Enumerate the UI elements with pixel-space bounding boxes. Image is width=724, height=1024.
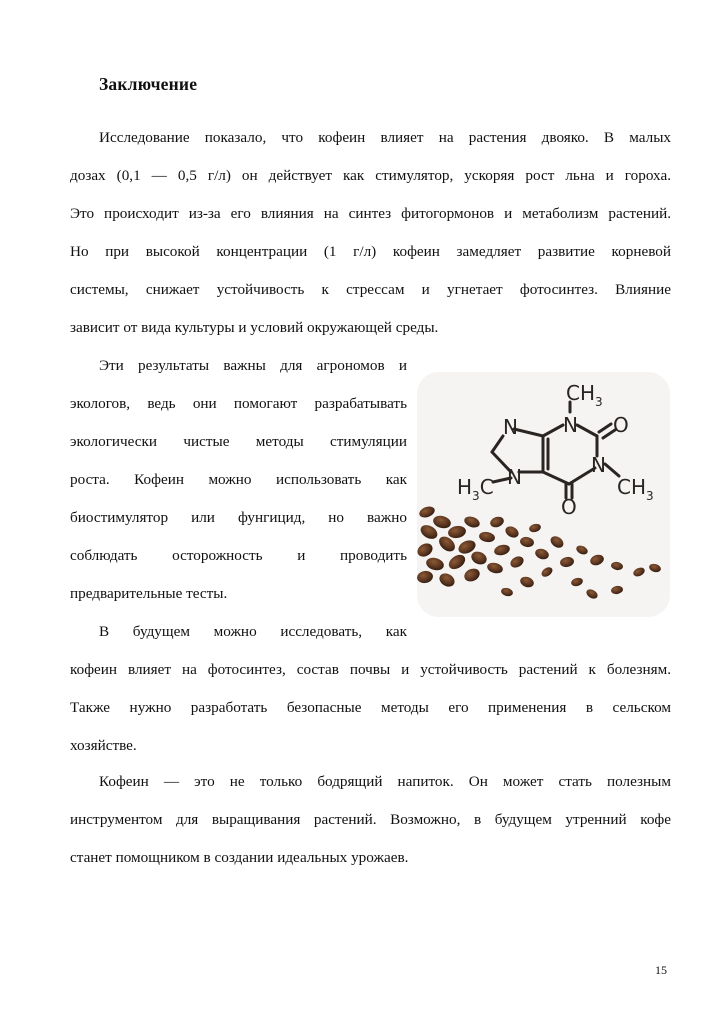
paragraph-line: экологов, ведь они помогают разрабатывать [70,395,407,412]
paragraph-3 [70,622,671,762]
caffeine-figure [417,372,670,617]
paragraph-line: предварительные тесты. [70,585,228,602]
paragraph-line: дозах (0,1 — 0,5 г/л) он действует как стимулятор, ускоряя рост льна и гороха. [70,167,671,184]
paragraph-2 [70,356,407,606]
methyl-label-right: $CH_3$ [617,475,654,503]
paragraph-line: кофеин влияет на фотосинтез, состав почвы и устойчивость растений к болезням. [70,661,671,678]
paragraph-line: станет помощником в создании идеальных урожаев. [70,849,409,866]
paragraph-4 [70,772,671,872]
nitrogen-label-left: N [503,415,518,439]
nitrogen-label-top: N [563,413,578,437]
paragraph-line: Исследование показало, что кофеин влияет на растения двояко. В малых [99,129,671,146]
oxygen-label-bottom: O [561,495,577,519]
page-number: 15 [655,963,667,977]
paragraph-line: инструментом для выращивания растений. Возможно, в будущем утренний кофе [70,811,671,828]
paragraph-line: зависит от вида культуры и условий окружающей среды. [70,319,439,336]
paragraph-line: роста. Кофеин можно использовать как [70,471,407,488]
paragraph-line: соблюдать осторожность и проводить [70,547,407,564]
nitrogen-label-bottom: N [507,465,522,489]
paragraph-line: биостимулятор или фунгицид, но важно [70,509,407,526]
nitrogen-label-right: N [591,453,606,477]
paragraph-line: Но при высокой концентрации (1 г/л) кофеин замедляет развитие корневой [70,243,671,260]
caffeine-structure-illustration [417,372,670,617]
paragraph-line: Это происходит из-за его влияния на синтез фитогормонов и метаболизм растений. [70,205,671,222]
paragraph-line: В будущем можно исследовать, как [99,623,407,640]
paragraph-line: Кофеин — это не только бодрящий напиток. Он может стать полезным [99,773,671,790]
methyl-label-top: $CH_3$ [566,381,603,409]
paragraph-1 [70,128,671,348]
paragraph-line: Также нужно разработать безопасные методы его применения в сельском [70,699,671,716]
paragraph-line: хозяйстве. [70,737,137,754]
paragraph-line: системы, снижает устойчивость к стрессам и угнетает фотосинтез. Влияние [70,281,671,298]
methyl-label-left: $H_3C$ [457,475,494,503]
oxygen-label-right: O [613,413,629,437]
paragraph-line: Эти результаты важны для агрономов и [99,357,407,374]
section-heading: Заключение [99,74,198,94]
paragraph-line: экологически чистые методы стимуляции [70,433,407,450]
